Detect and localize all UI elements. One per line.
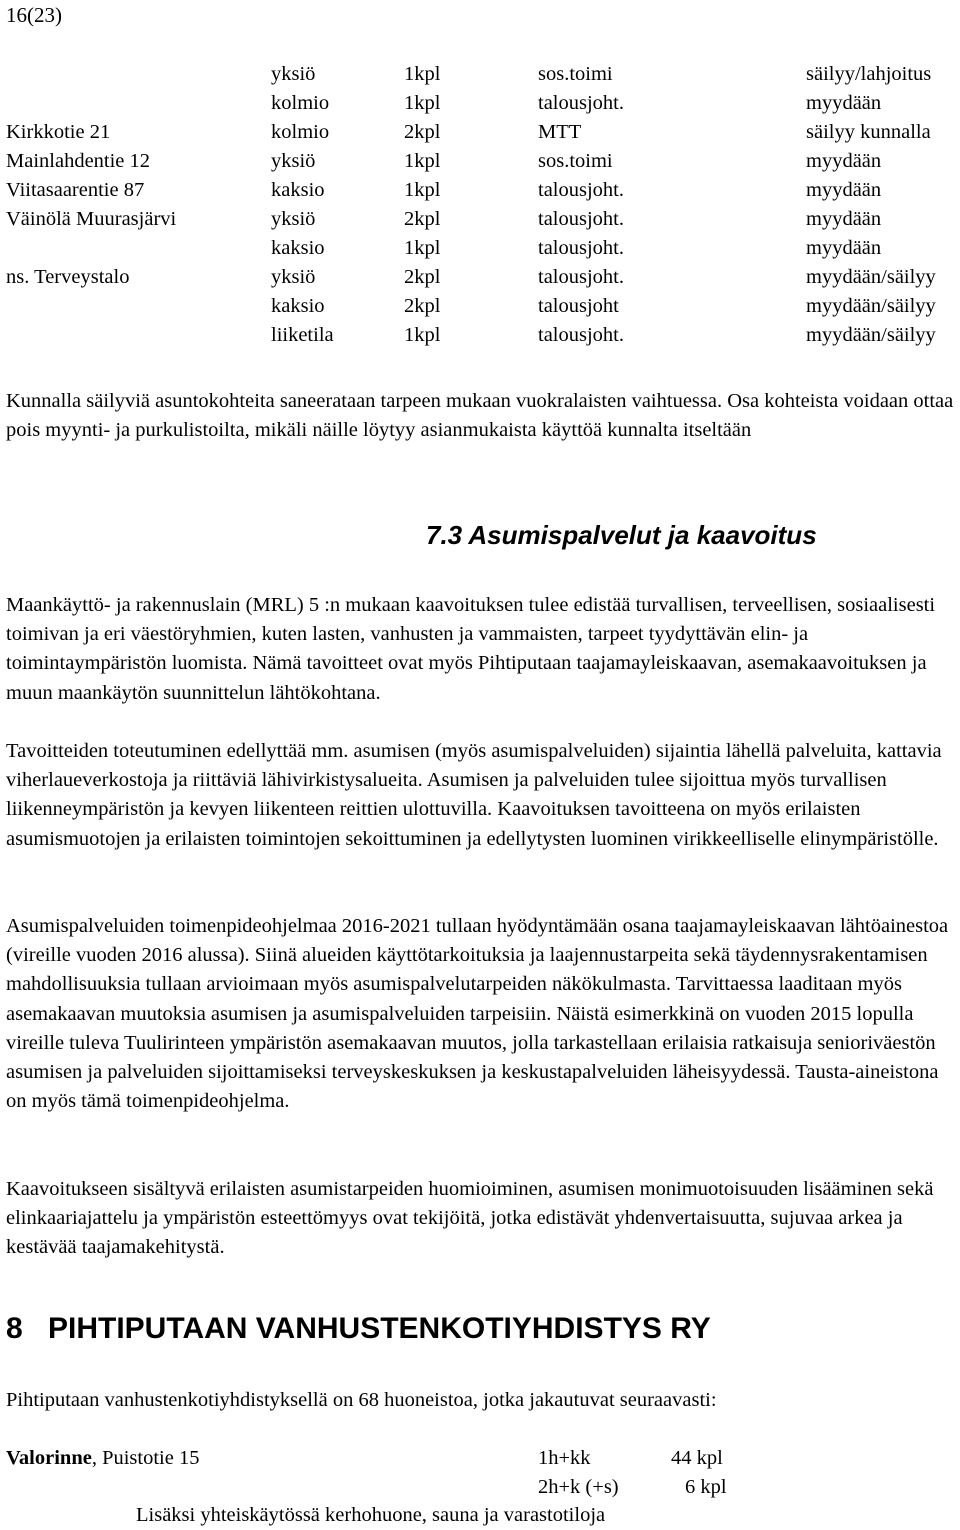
valorinne-address: , Puistotie 15 <box>91 1447 200 1469</box>
holder-cell: talousjoht. <box>538 92 624 114</box>
count-cell: 2kpl <box>404 266 441 288</box>
count-cell: 1kpl <box>404 179 441 201</box>
holder-cell: talousjoht <box>538 295 619 317</box>
count-cell: 2kpl <box>404 208 441 230</box>
holder-cell: sos.toimi <box>538 63 613 85</box>
type-cell: kaksio <box>271 237 325 259</box>
section-8-number: 8 <box>6 1312 23 1345</box>
type-cell: kolmio <box>271 121 330 143</box>
holder-cell: sos.toimi <box>538 150 613 172</box>
status-cell: myydään <box>806 150 882 172</box>
page-number: 16(23) <box>6 3 62 27</box>
valorinne-row <box>6 1444 956 1473</box>
table-row <box>6 321 956 350</box>
status-cell: myydään/säilyy <box>806 295 936 317</box>
section-7-3-paragraph-2: Tavoitteiden toteutuminen edellyttää mm. asumisen (myös asumispalveluiden) sijaintia lähellä palveluita, kattavia viherlaueverkostoja ja riittäviä lähivirkistysalueita. Asumisen ja palveluiden tulee sijoittua myös turvallisen liikenneympäristön ja kevyen liikenteen reittien ulottuvilla. Kaavoituksen tavoitteena on myös erilaisten asumismuotojen ja erilaisten toimintojen sekoittuminen ja edellytysten luominen virikkeelliselle elinympäristölle. <box>6 740 942 850</box>
location-cell: Väinölä Muurasjärvi <box>6 208 177 230</box>
type-cell: kaksio <box>271 179 325 201</box>
valorinne-title <box>6 1444 199 1473</box>
status-cell: säilyy kunnalla <box>806 121 931 143</box>
section-7-3-paragraph-4: Kaavoitukseen sisältyvä erilaisten asumistarpeiden huomioiminen, asumisen monimuotoisuuden lisääminen sekä elinkaariajattelu ja ympäristön esteettömyys ovat tekijöitä, jotka edistävät yhdenvertaisuutta, sujuvaa arkea ja kestävää taajamakehitystä. <box>6 1178 934 1259</box>
section-8-title: PIHTIPUTAAN VANHUSTENKOTIYHDISTYS RY <box>48 1312 711 1345</box>
status-cell: säilyy/lahjoitus <box>806 63 932 85</box>
status-cell: myydään <box>806 208 882 230</box>
apartment-type: 2h+k (+s) <box>538 1476 619 1498</box>
section-7-3-heading: 7.3 Asumispalvelut ja kaavoitus <box>426 520 817 550</box>
count-cell: 1kpl <box>404 150 441 172</box>
count-cell: 1kpl <box>404 63 441 85</box>
table-row <box>6 60 956 89</box>
table-row <box>6 263 956 292</box>
valorinne-row <box>6 1473 956 1502</box>
type-cell: liiketila <box>271 324 334 346</box>
holder-cell: talousjoht. <box>538 324 624 346</box>
table-row <box>6 147 956 176</box>
status-cell: myydään <box>806 237 882 259</box>
location-cell: Viitasaarentie 87 <box>6 179 145 201</box>
count-cell: 1kpl <box>404 237 441 259</box>
location-cell: Mainlahdentie 12 <box>6 150 151 172</box>
apartment-type: 1h+kk <box>538 1447 591 1469</box>
count-cell: 2kpl <box>404 121 441 143</box>
type-cell: yksiö <box>271 208 316 230</box>
count-cell: 2kpl <box>404 295 441 317</box>
holder-cell: talousjoht. <box>538 179 624 201</box>
valorinne-note-row <box>6 1501 956 1530</box>
apartment-count: 6 kpl <box>685 1476 727 1498</box>
holder-cell: talousjoht. <box>538 237 624 259</box>
status-cell: myydään <box>806 92 882 114</box>
table-row <box>6 118 956 147</box>
table-row <box>6 292 956 321</box>
type-cell: kaksio <box>271 295 325 317</box>
type-cell: yksiö <box>271 266 316 288</box>
status-cell: myydään/säilyy <box>806 324 936 346</box>
apartment-count: 44 kpl <box>671 1447 723 1469</box>
valorinne-note: Lisäksi yhteiskäytössä kerhohuone, sauna ja varastotiloja <box>136 1504 606 1526</box>
table-note-paragraph: Kunnalla säilyviä asuntokohteita saneerataan tarpeen mukaan vuokralaisten vaihtuessa. Osa kohteista voidaan ottaa pois myynti- ja purkulistoilta, mikäli näille löytyy asianmukaista käyttöä kunnalta itseltään <box>6 390 954 442</box>
count-cell: 1kpl <box>404 92 441 114</box>
status-cell: myydään/säilyy <box>806 266 936 288</box>
holder-cell: talousjoht. <box>538 208 624 230</box>
type-cell: kolmio <box>271 92 330 114</box>
location-cell: Kirkkotie 21 <box>6 121 111 143</box>
section-7-3-paragraph-3: Asumispalveluiden toimenpideohjelmaa 2016-2021 tullaan hyödyntämään osana taajamayleiskaavan lähtöainestoa (vireille vuoden 2016 alussa). Siinä alueiden käyttötarkoituksia ja laajennustarpeita sekä täydennysrakentamisen mahdollisuuksia tullaan arvioimaan myös asumispalvelutarpeiden näkökulmasta. Tarvittaessa laaditaan myös asemakaavan muutoksia asumisen ja asumispalveluiden tarpeisiin. Näistä esimerkkinä on vuoden 2015 lopulla vireille tuleva Tuulirinteen ympäristön asemakaavan muutos, jolla tarkastellaan erilaisia ratkaisuja senioriväestön asumisen ja palveluiden sijoittamiseksi terveyskeskuksen ja keskustapalveluiden läheisyydessä. Tausta-aineistona on myös tämä toimenpideohjelma. <box>6 915 949 1113</box>
count-cell: 1kpl <box>404 324 441 346</box>
section-8-heading <box>6 1312 711 1346</box>
location-cell: ns. Terveystalo <box>6 266 130 288</box>
table-row <box>6 176 956 205</box>
status-cell: myydään <box>806 179 882 201</box>
holder-cell: MTT <box>538 121 582 143</box>
valorinne-name: Valorinne <box>6 1447 92 1469</box>
type-cell: yksiö <box>271 150 316 172</box>
section-7-3-paragraph-1: Maankäyttö- ja rakennuslain (MRL) 5 :n mukaan kaavoituksen tulee edistää turvallisen, terveellisen, sosiaalisesti toimivan ja eri väestöryhmien, kuten lasten, vanhusten ja vammaisten, tarpeet tyydyttävän elin- ja toimintaympäristön luomista. Nämä tavoitteet ovat myös Pihtiputaan taajamayleiskaavan, asemakaavoituksen ja muun maankäytön suunnittelun lähtökohtana. <box>6 594 936 704</box>
table-row <box>6 89 956 118</box>
section-8-intro: Pihtiputaan vanhustenkotiyhdistyksellä on 68 huoneistoa, jotka jakautuvat seuraavasti: <box>6 1389 717 1411</box>
table-row <box>6 234 956 263</box>
type-cell: yksiö <box>271 63 316 85</box>
table-row <box>6 205 956 234</box>
apartment-table <box>6 60 956 350</box>
holder-cell: talousjoht. <box>538 266 624 288</box>
